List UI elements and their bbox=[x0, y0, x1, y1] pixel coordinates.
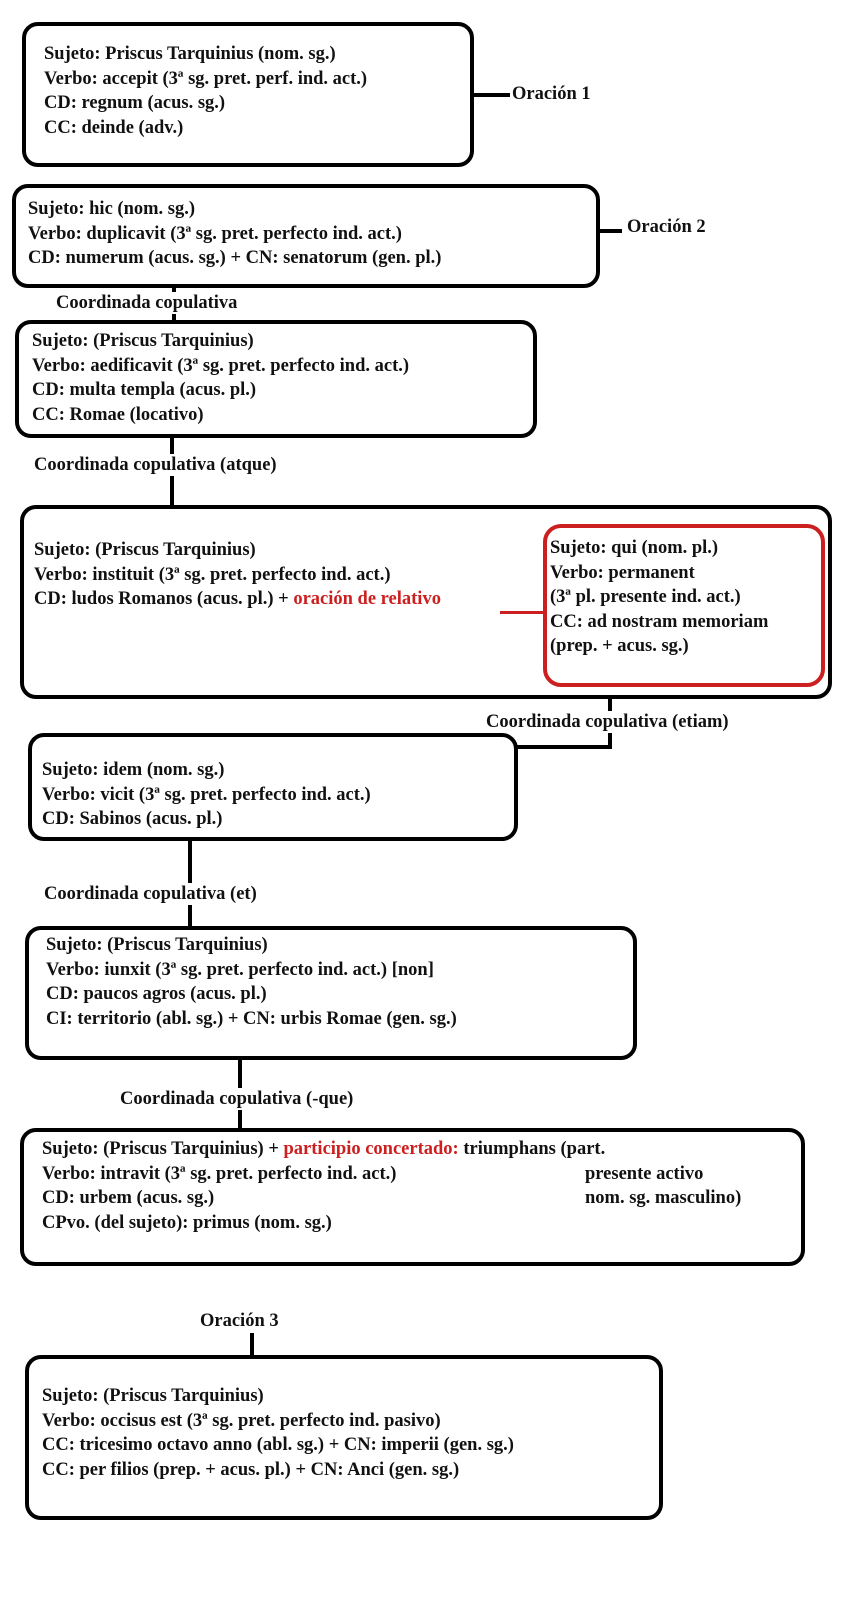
box4-cd-prefix: CD: ludos Romanos (acus. pl.) + bbox=[34, 589, 294, 609]
box1-sujeto: Sujeto: Priscus Tarquinius (nom. sg.) bbox=[44, 44, 336, 64]
label-coord5: Coordinada copulativa (-que) bbox=[120, 1089, 354, 1109]
box6-cd: CD: paucos agros (acus. pl.) bbox=[46, 984, 267, 1004]
box7-participle-label: participio concertado: bbox=[283, 1139, 459, 1159]
box8-sujeto: Sujeto: (Priscus Tarquinius) bbox=[42, 1386, 264, 1406]
box7-part-line1: presente activo bbox=[585, 1163, 704, 1184]
rel-verbo-detail: (3ª pl. presente ind. act.) bbox=[550, 587, 741, 607]
box7-sujeto bbox=[42, 1137, 605, 1162]
label-coord4: Coordinada copulativa (et) bbox=[44, 884, 257, 904]
clause-box-2-text bbox=[28, 197, 441, 271]
box7-participle-detail bbox=[585, 1162, 741, 1211]
clause-box-1-text bbox=[44, 42, 367, 140]
connector-4-5-across bbox=[516, 745, 612, 749]
box3-verbo: Verbo: aedificavit (3ª sg. pret. perfecto ind. act.) bbox=[32, 355, 410, 376]
connector-oracion3 bbox=[250, 1333, 254, 1357]
rel-cc: CC: ad nostram memoriam bbox=[550, 611, 769, 632]
box1-cc: CC: deinde (adv.) bbox=[44, 117, 184, 138]
box2-cd: CD: numerum (acus. sg.) + CN: senatorum (gen. pl.) bbox=[28, 248, 442, 268]
box1-cd: CD: regnum (acus. sg.) bbox=[44, 93, 226, 113]
box1-verbo: Verbo: accepit (3ª sg. pret. perf. ind. act.) bbox=[44, 68, 368, 89]
connector-relative bbox=[500, 611, 546, 614]
box4-relative-clause-label: oración de relativo bbox=[293, 589, 441, 609]
box2-sujeto: Sujeto: hic (nom. sg.) bbox=[28, 199, 196, 219]
label-coord2: Coordinada copulativa (atque) bbox=[34, 455, 277, 475]
connector-oracion2 bbox=[600, 229, 622, 233]
box4-sujeto: Sujeto: (Priscus Tarquinius) bbox=[34, 540, 256, 560]
box6-ci: CI: territorio (abl. sg.) + CN: urbis Romae (gen. sg.) bbox=[46, 1008, 457, 1029]
box6-verbo: Verbo: iunxit (3ª sg. pret. perfecto ind. act.) [non] bbox=[46, 959, 434, 980]
box7-cpvo: CPvo. (del sujeto): primus (nom. sg.) bbox=[42, 1212, 332, 1233]
box7-sujeto-prefix: Sujeto: (Priscus Tarquinius) + bbox=[42, 1139, 284, 1159]
box7-cd: CD: urbem (acus. sg.) bbox=[42, 1188, 215, 1208]
box8-cc2: CC: per filios (prep. + acus. pl.) + CN: Anci (gen. sg.) bbox=[42, 1459, 460, 1480]
box4-cd bbox=[34, 587, 441, 612]
box8-verbo: Verbo: occisus est (3ª sg. pret. perfecto ind. pasivo) bbox=[42, 1410, 441, 1431]
box2-verbo: Verbo: duplicavit (3ª sg. pret. perfecto ind. act.) bbox=[28, 223, 402, 244]
connector-oracion1 bbox=[474, 93, 510, 97]
label-coord3: Coordinada copulativa (etiam) bbox=[486, 712, 729, 732]
clause-box-7-text bbox=[42, 1137, 605, 1235]
box7-participle-value: triumphans (part. bbox=[458, 1139, 606, 1159]
label-oracion3: Oración 3 bbox=[200, 1311, 279, 1331]
box7-verbo: Verbo: intravit (3ª sg. pret. perfecto ind. act.) bbox=[42, 1163, 397, 1184]
label-oracion1: Oración 1 bbox=[512, 84, 591, 104]
rel-sujeto: Sujeto: qui (nom. pl.) bbox=[550, 538, 719, 558]
box3-sujeto: Sujeto: (Priscus Tarquinius) bbox=[32, 331, 254, 351]
box7-part-line2: nom. sg. masculino) bbox=[585, 1188, 742, 1208]
clause-box-8-text bbox=[42, 1384, 514, 1482]
box5-cd: CD: Sabinos (acus. pl.) bbox=[42, 809, 223, 829]
clause-box-4-text bbox=[34, 538, 441, 612]
rel-verbo: Verbo: permanent bbox=[550, 562, 695, 583]
box4-verbo: Verbo: instituit (3ª sg. pret. perfecto ind. act.) bbox=[34, 564, 391, 585]
box3-cd: CD: multa templa (acus. pl.) bbox=[32, 380, 257, 400]
rel-cc-detail: (prep. + acus. sg.) bbox=[550, 636, 689, 656]
label-oracion2: Oración 2 bbox=[627, 217, 706, 237]
box5-verbo: Verbo: vicit (3ª sg. pret. perfecto ind. act.) bbox=[42, 784, 371, 805]
label-coord1: Coordinada copulativa bbox=[56, 293, 238, 313]
box5-sujeto: Sujeto: idem (nom. sg.) bbox=[42, 760, 225, 780]
clause-box-5-text bbox=[42, 758, 371, 832]
box8-cc1: CC: tricesimo octavo anno (abl. sg.) + CN: imperii (gen. sg.) bbox=[42, 1435, 514, 1455]
box3-cc: CC: Romae (locativo) bbox=[32, 404, 204, 425]
clause-box-6-text bbox=[46, 933, 457, 1031]
clause-box-3-text bbox=[32, 329, 409, 427]
box6-sujeto: Sujeto: (Priscus Tarquinius) bbox=[46, 935, 268, 955]
relative-clause-text bbox=[550, 536, 768, 659]
